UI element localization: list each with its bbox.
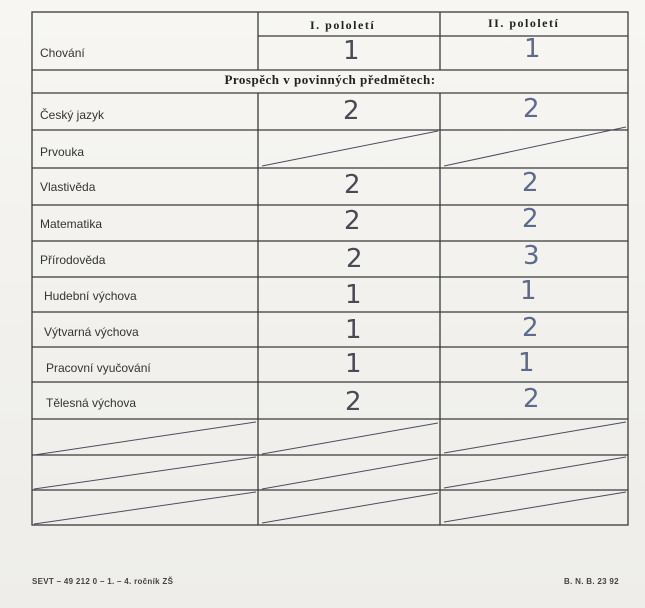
subject-name: Výtvarná výchova	[44, 325, 139, 339]
subject-grade-term1: 1	[345, 315, 362, 345]
subject-grade-term2: 1	[518, 348, 535, 378]
subject-grade-term1: 2	[345, 387, 362, 417]
subject-name: Tělesná výchova	[46, 396, 137, 410]
subject-name: Český jazyk	[40, 108, 105, 122]
subject-name: Vlastivěda	[40, 180, 96, 194]
print-code: B. N. B. 23 92	[564, 577, 619, 586]
conduct-grade-term2: 1	[524, 34, 541, 64]
subject-grade-term1: 2	[344, 206, 361, 236]
subject-grade-term1: 2	[344, 170, 361, 200]
subject-grade-term1: 1	[345, 349, 362, 379]
subject-grade-term2: 2	[522, 168, 539, 198]
subject-grade-term2: 2	[522, 313, 539, 343]
subject-grade-term2: 1	[520, 276, 537, 306]
subject-grade-term2: 2	[522, 204, 539, 234]
subject-grade-term2: 2	[523, 384, 540, 414]
subject-name: Hudební výchova	[44, 289, 137, 303]
subject-name: Matematika	[40, 217, 103, 231]
subject-grade-term2: 3	[523, 241, 540, 271]
term1-header: I. pololetí	[310, 18, 376, 32]
subject-grade-term1: 2	[346, 244, 363, 274]
subject-grade-term1: 2	[343, 96, 360, 126]
conduct-grade-term1: 1	[343, 36, 360, 66]
form-code: SEVT – 49 212 0 – 1. – 4. ročník ZŠ	[32, 577, 174, 586]
conduct-label: Chování	[40, 46, 85, 60]
subject-grade-term2: 2	[523, 94, 540, 124]
subject-name: Pracovní vyučování	[46, 361, 151, 375]
subject-name: Prvouka	[40, 145, 85, 159]
term2-header: II. pololetí	[488, 16, 560, 30]
subject-grade-term1: 1	[345, 280, 362, 310]
subject-name: Přírodověda	[40, 253, 106, 267]
section-title: Prospěch v povinných předmětech:	[224, 72, 436, 87]
